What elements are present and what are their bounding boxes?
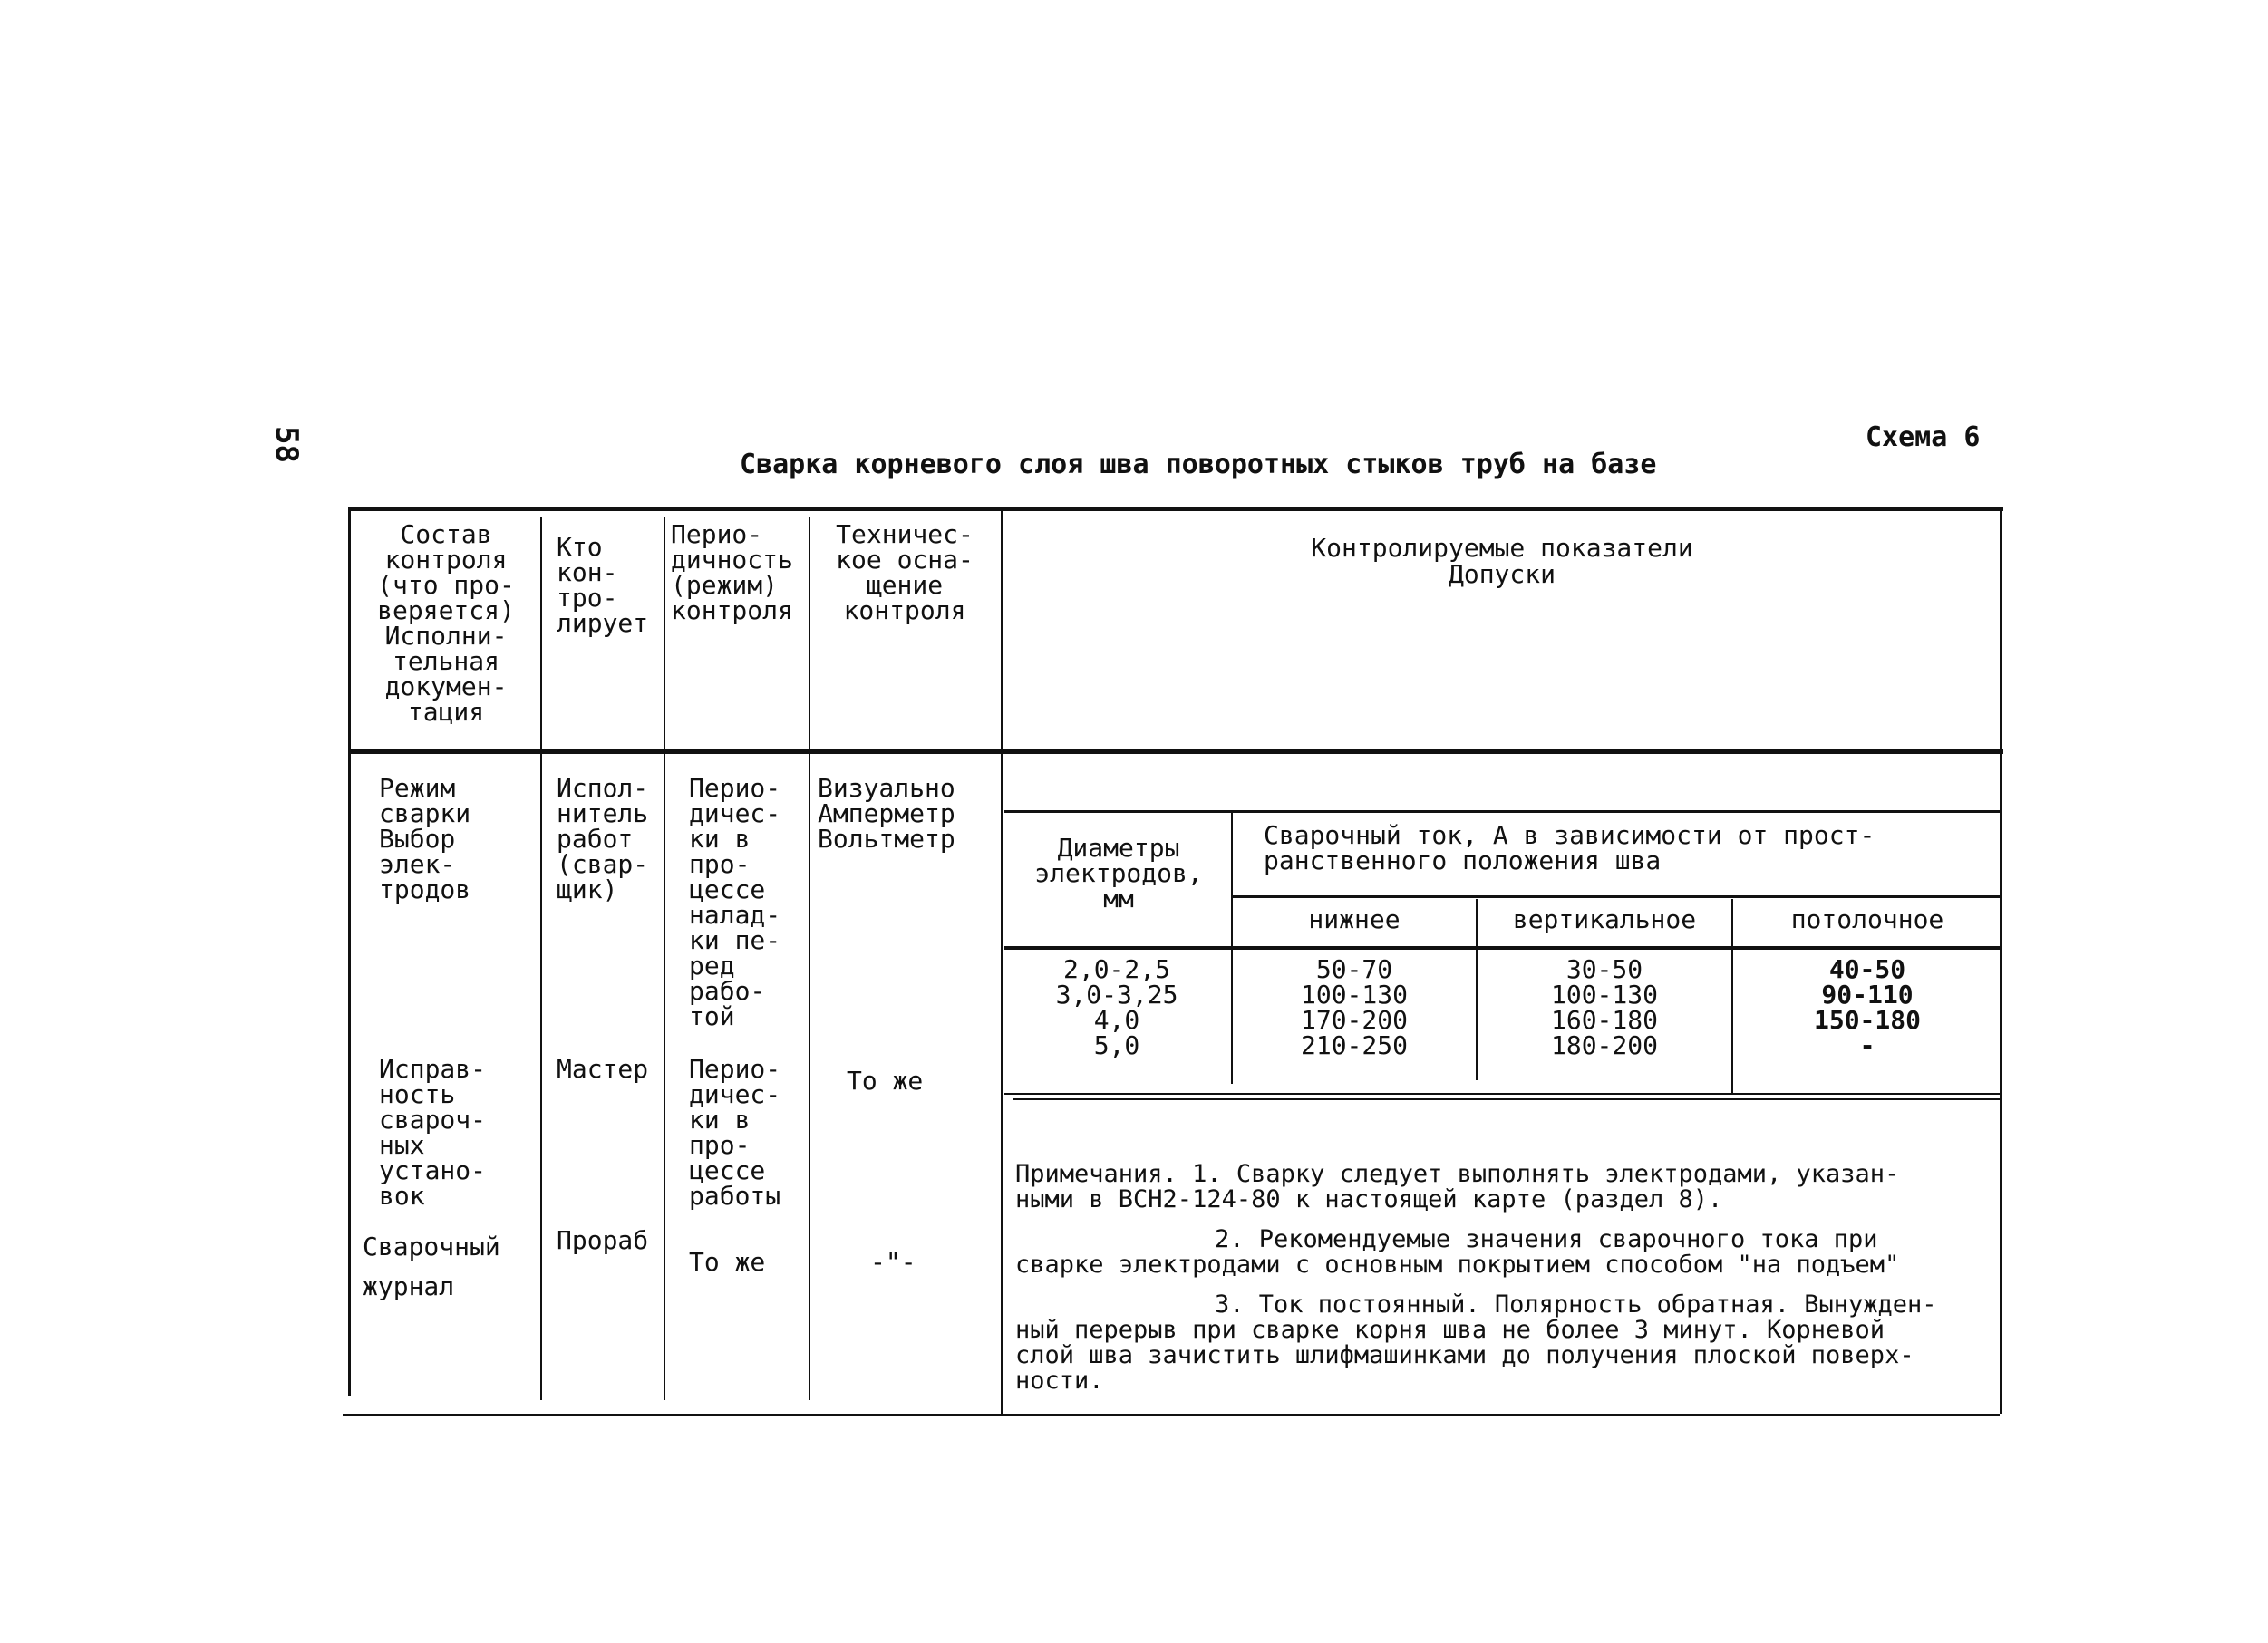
row3-periodicity: То же xyxy=(689,1247,766,1277)
row1-equipment: Визуально Амперметр Вольтметр xyxy=(818,773,955,854)
diameters-header: Диаметры электродов, мм xyxy=(1034,833,1203,913)
subtable-divider-vertical xyxy=(1731,899,1733,1093)
row3-composition: Сварочный журнал xyxy=(363,1232,500,1301)
subtable-position-row-top xyxy=(1233,895,2001,898)
current-vertical-values: 30-50 100-130 160-180 180-200 xyxy=(1550,954,1658,1060)
row2-who: Мастер xyxy=(557,1054,649,1084)
table-header-separator xyxy=(348,749,2003,754)
current-ceiling-values: 40-50 90-110 150-180 - xyxy=(1813,954,1921,1060)
note-2-first-line: 2. Рекомендуемые значения сварочного тока при xyxy=(1215,1225,1878,1253)
column-divider-2 xyxy=(664,517,665,1400)
row3-equipment: -"- xyxy=(870,1247,916,1277)
note-2-rest: сварке электродами с основным покрытием способом "на подъем" xyxy=(1015,1251,1900,1279)
header-equipment: Техничес- кое осна- щение контроля xyxy=(836,519,974,625)
row1-who: Испол- нитель работ (свар- щик) xyxy=(557,773,649,904)
subtable-bottom xyxy=(1004,1093,2001,1095)
position-ceiling: потолочное xyxy=(1790,904,1944,934)
row2-equipment: То же xyxy=(847,1066,924,1096)
table-left-border xyxy=(348,507,351,1396)
subtable-divider-diam xyxy=(1231,812,1233,1084)
current-lower-values: 50-70 100-130 170-200 210-250 xyxy=(1300,954,1408,1060)
note-3-first-line: 3. Ток постоянный. Полярность обратная. Вынужден- xyxy=(1215,1290,1937,1319)
page-number: 58 xyxy=(268,426,305,463)
row2-periodicity: Перио- дичес- ки в про- цессе работы xyxy=(689,1054,781,1211)
row1-composition: Режим сварки Выбор элек- тродов xyxy=(379,773,471,904)
column-divider-1 xyxy=(540,517,542,1400)
page-title: Сварка корневого слоя шва поворотных стыков труб на базе xyxy=(740,449,1657,480)
table-bottom-border xyxy=(343,1414,2000,1416)
header-periodicity: Перио- дичность (режим) контроля xyxy=(671,519,793,625)
current-header: Сварочный ток, А в зависимости от прост- ранственного положения шва xyxy=(1264,820,1875,875)
table-top-border xyxy=(348,507,2003,511)
electrode-diameters: 2,0-2,5 3,0-3,25 4,0 5,0 xyxy=(1055,954,1178,1060)
note-3-rest: ный перерыв при сварке корня шва не более 3 минут. Корневой слой шва зачистить шлифмашинками до получения плоской поверх- ности. xyxy=(1015,1316,1914,1395)
position-vertical: вертикальное xyxy=(1512,904,1697,934)
row3-who: Прораб xyxy=(557,1225,649,1255)
table-right-border xyxy=(2000,507,2002,1414)
subtable-divider-lower xyxy=(1476,899,1478,1080)
header-indicators: Контролируемые показатели Допуски xyxy=(1311,533,1693,589)
row1-periodicity: Перио- дичес- ки в про- цессе налад- ки пе- ред рабо- той xyxy=(689,773,781,1031)
position-lower: нижнее xyxy=(1308,904,1401,934)
scheme-label: Схема 6 xyxy=(1866,421,1981,453)
column-divider-3 xyxy=(809,517,810,1400)
header-composition: Состав контроля (что про- веряется) Исполни- тельная докумен- тация xyxy=(377,519,515,727)
notes-top xyxy=(1013,1098,2001,1100)
subtable-data-row-top xyxy=(1004,946,2001,950)
subtable-top xyxy=(1004,810,2001,813)
note-1: Примечания. 1. Сварку следует выполнять электродами, указан- ными в ВСН2-124-80 к настоящей карте (раздел 8). xyxy=(1015,1160,1900,1213)
column-divider-4 xyxy=(1001,511,1003,1414)
row2-composition: Исправ- ность свароч- ных устано- вок xyxy=(379,1054,487,1211)
header-who: Кто кон- тро- лирует xyxy=(557,532,649,638)
